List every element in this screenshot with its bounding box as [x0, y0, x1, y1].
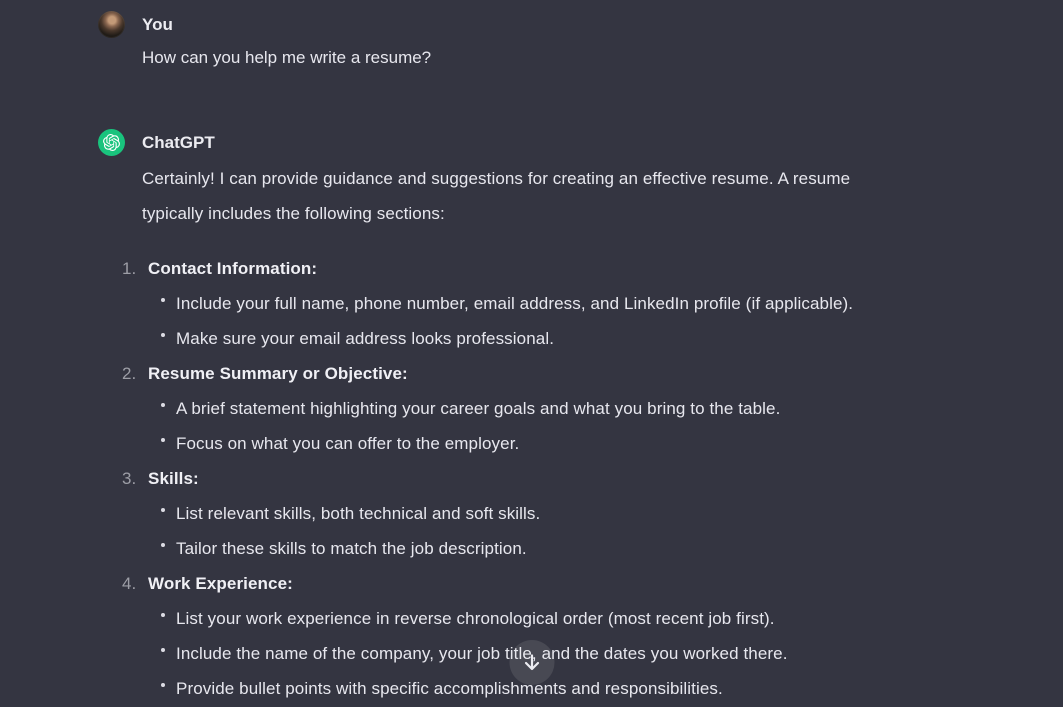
section-title: Resume Summary or Objective:: [148, 364, 408, 383]
section-number: 3.: [122, 469, 137, 488]
resume-sections-list: [122, 251, 900, 706]
section-number: 1.: [122, 259, 137, 278]
bullet-dot-icon: [161, 508, 165, 512]
numbered-list-item: [122, 461, 900, 566]
section-title: Work Experience:: [148, 574, 293, 593]
bullet-dot-icon: [161, 403, 165, 407]
numbered-list-item: [122, 356, 900, 461]
bullet-list: [122, 496, 900, 566]
bullet-list-item: [161, 496, 900, 531]
bullet-text: Tailor these skills to match the job description.: [176, 539, 527, 558]
section-title: Skills:: [148, 469, 199, 488]
chatgpt-avatar: [98, 129, 125, 156]
bullet-list-item: [161, 601, 900, 636]
assistant-intro-text: Certainly! I can provide guidance and suggestions for creating an effective resume. A resume typically includes the following sections:: [142, 169, 851, 223]
bullet-dot-icon: [161, 298, 165, 302]
user-avatar: [98, 11, 125, 38]
bullet-text: Provide bullet points with specific accomplishments and responsibilities.: [176, 679, 723, 698]
bullet-list-item: [161, 426, 900, 461]
bullet-dot-icon: [161, 333, 165, 337]
section-number: 2.: [122, 364, 137, 383]
section-number: 4.: [122, 574, 137, 593]
bullet-dot-icon: [161, 648, 165, 652]
bullet-dot-icon: [161, 438, 165, 442]
bullet-text: Include your full name, phone number, email address, and LinkedIn profile (if applicable).: [176, 294, 854, 313]
bullet-list-item: [161, 321, 900, 356]
section-title: Contact Information:: [148, 259, 318, 278]
openai-logo-icon: [103, 134, 120, 151]
user-name-label: You: [142, 15, 173, 34]
bullet-list-item: [161, 286, 900, 321]
bullet-text: Focus on what you can offer to the employer.: [176, 434, 520, 453]
numbered-list-item: [122, 251, 900, 356]
assistant-message-row: [98, 129, 900, 706]
bullet-list-item: [161, 531, 900, 566]
scroll-to-bottom-button[interactable]: [509, 640, 554, 685]
assistant-name-label: ChatGPT: [142, 133, 215, 152]
bullet-text: Make sure your email address looks professional.: [176, 329, 555, 348]
arrow-down-icon: [521, 652, 542, 673]
bullet-text: List your work experience in reverse chronological order (most recent job first).: [176, 609, 775, 628]
user-message-row: [98, 11, 900, 70]
bullet-list-item: [161, 391, 900, 426]
bullet-list: [122, 286, 900, 356]
bullet-text: Include the name of the company, your job title, and the dates you worked there.: [176, 644, 788, 663]
bullet-dot-icon: [161, 613, 165, 617]
bullet-list: [122, 391, 900, 461]
bullet-text: A brief statement highlighting your career goals and what you bring to the table.: [176, 399, 781, 418]
bullet-dot-icon: [161, 543, 165, 547]
numbered-list-item: [122, 566, 900, 706]
bullet-dot-icon: [161, 683, 165, 687]
user-message-text: How can you help me write a resume?: [142, 48, 432, 67]
bullet-text: List relevant skills, both technical and soft skills.: [176, 504, 541, 523]
